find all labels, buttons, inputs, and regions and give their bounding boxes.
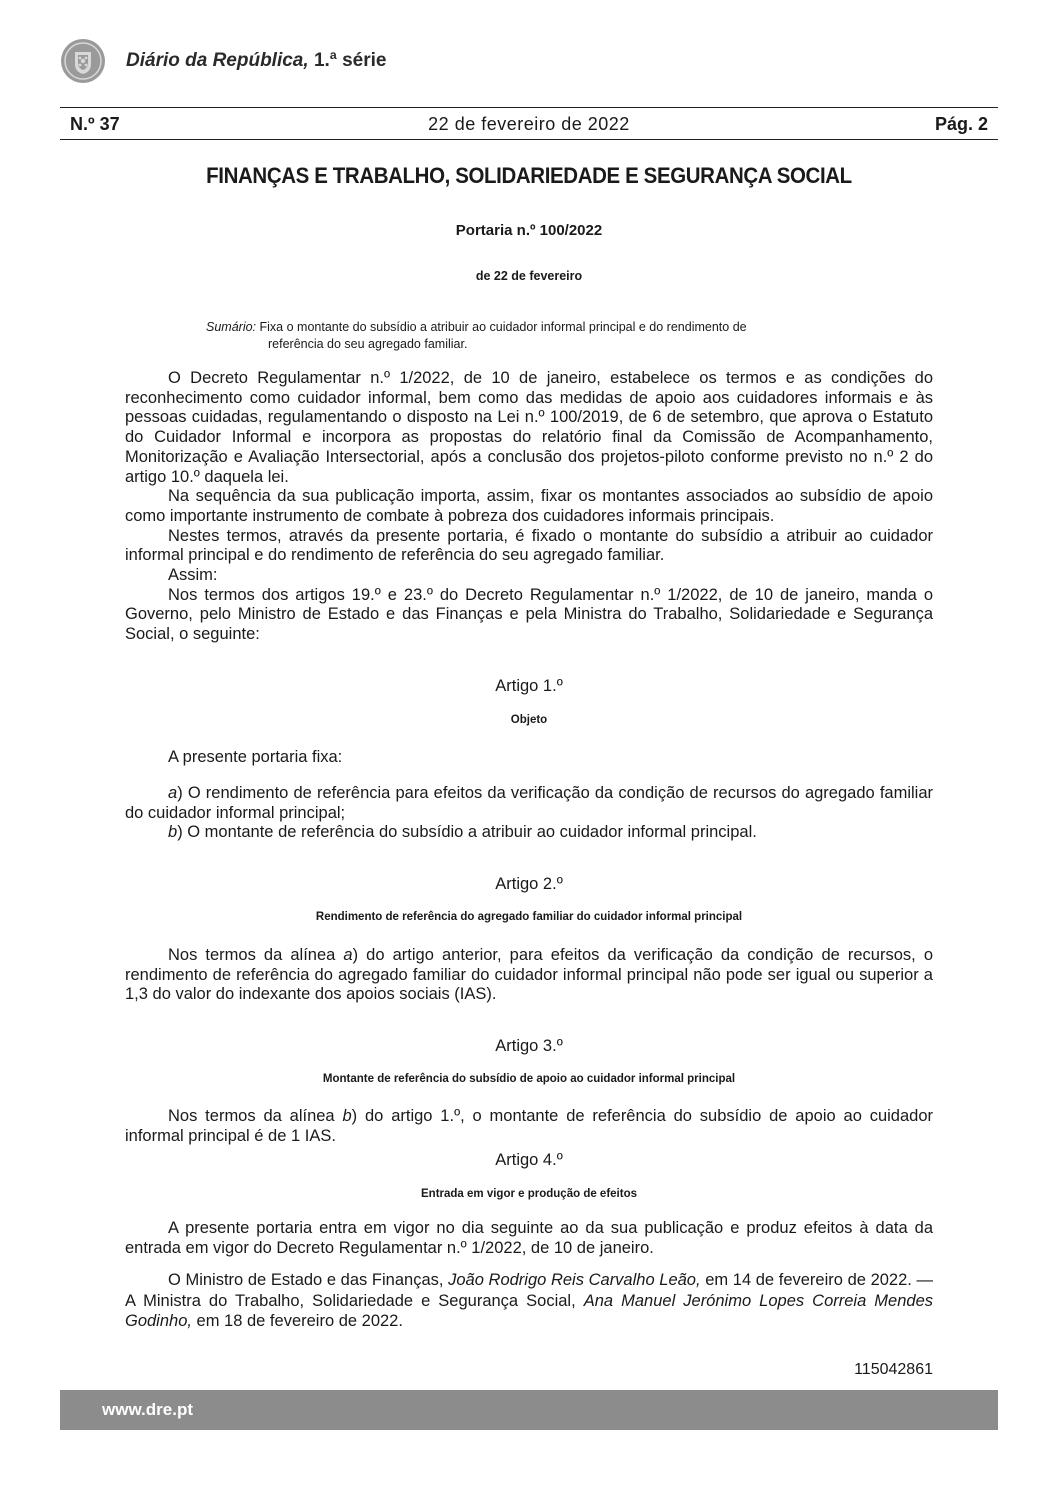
article-1-heading: Artigo 1.º	[495, 677, 563, 695]
preamble-paragraph: Assim:	[168, 566, 218, 585]
article-1-title: Objeto	[510, 714, 548, 726]
issue-date: 22 de fevereiro de 2022	[428, 113, 630, 134]
article-3-text-post: ) do artigo 1.º, o montante de referência do subsídio de apoio ao cuidador informal principal é de 1 IAS.	[125, 1107, 934, 1145]
article-3-body	[125, 1107, 933, 1146]
footer-bar	[60, 1390, 998, 1430]
item-b-text: ) O montante de referência do subsídio a atribuir ao cuidador informal principal.	[177, 823, 757, 842]
document-date: de 22 de fevereiro	[475, 269, 583, 283]
article-3-text-ref: b	[342, 1107, 352, 1125]
preamble-paragraph: Nestes termos, através da presente portaria, é fixado o montante do subsídio a atribuir ao cuidador informal principal e do rendimento de referência do seu agregado familiar.	[125, 526, 933, 565]
article-3-heading: Artigo 3.º	[495, 1037, 563, 1055]
item-a-label: a	[168, 784, 178, 802]
article-4-heading: Artigo 4.º	[495, 1151, 563, 1169]
header-rule-bottom	[60, 139, 998, 140]
article-4-body	[125, 1219, 933, 1258]
document-title: Portaria n.º 100/2022	[455, 222, 603, 239]
article-2-body	[125, 946, 933, 1005]
summary-text-line-1: Fixa o montante do subsídio a atribuir ao cuidador informal principal e do rendimento de	[259, 320, 747, 334]
publication-series: 1.ª série	[313, 50, 387, 71]
article-3-title: Montante de referência do subsídio de apoio ao cuidador informal principal	[322, 1073, 736, 1085]
masthead	[60, 38, 386, 84]
preamble-paragraph: O Decreto Regulamentar n.º 1/2022, de 10 de janeiro, estabelece os termos e as condições do reconhecimento como cuidador informal, bem como das medidas de apoio aos cuidadores informais e às pessoas cuidadas, regulamentando o disposto na Lei n.º 100/2019, de 6 de setembro, que aprova o Estatuto do Cuidador Informal e incorpora as propostas do relatório final da Comissão de Acompanhamento, Monitorização e Avaliação Intersectorial, após a conclusão dos projetos-piloto conforme previsto no n.º 2 do artigo 10.º daquela lei.	[125, 369, 933, 486]
preamble	[125, 369, 933, 645]
preamble-paragraph: Nos termos dos artigos 19.º e 23.º do Decreto Regulamentar n.º 1/2022, de 10 de janeiro, manda o Governo, pelo Ministro de Estado e das Finanças e pela Ministra do Trabalho, Solidariedade e Segurança Social, o seguinte:	[125, 585, 933, 644]
signature-text-1: O Ministro de Estado e das Finanças,	[168, 1271, 449, 1289]
article-1-intro	[125, 748, 933, 768]
signature-paragraph	[125, 1270, 933, 1332]
signatures	[125, 1270, 933, 1332]
page-number: Pág. 2	[934, 113, 988, 134]
article-2-text	[125, 946, 933, 1005]
article-2-heading: Artigo 2.º	[495, 875, 563, 893]
signatory-name-1: João Rodrigo Reis Carvalho Leão,	[448, 1271, 701, 1289]
article-1-item-b	[125, 823, 933, 843]
item-a-text: ) O rendimento de referência para efeitos da verificação da condição de recursos do agregado familiar do cuidador informal principal;	[125, 784, 933, 822]
signature-text-3: em 18 de fevereiro de 2022.	[191, 1312, 403, 1330]
article-2-text-pre: Nos termos da alínea	[168, 946, 344, 964]
signatory-name-2: Ana Manuel Jerónimo Lopes Correia Mendes Godinho,	[125, 1291, 933, 1330]
document-code: 115042861	[854, 1361, 933, 1378]
summary-text-line-2: referência do seu agregado familiar.	[268, 337, 468, 351]
article-2-title: Rendimento de referência do agregado familiar do cuidador informal principal	[315, 911, 743, 923]
article-4-title: Entrada em vigor e produção de efeitos	[421, 1188, 637, 1200]
summary	[206, 319, 866, 353]
publication-name: Diário da República,	[126, 50, 309, 71]
summary-label: Sumário:	[206, 320, 257, 334]
issue-row	[60, 110, 998, 138]
item-b-label: b	[168, 823, 178, 842]
preamble-paragraph: Na sequência da sua publicação importa, assim, fixar os montantes associados ao subsídio de apoio como importante instrumento de combate à pobreza dos cuidadores informais principais.	[125, 487, 933, 525]
footer-url-link[interactable]: www.dre.pt	[102, 1400, 193, 1419]
article-4-text: A presente portaria entra em vigor no dia seguinte ao da sua publicação e produz efeitos à data da entrada em vigor do Decreto Regulamentar n.º 1/2022, de 10 de janeiro.	[125, 1219, 933, 1257]
signature-text-2: em 14 de fevereiro de 2022. — A Ministra do Trabalho, Solidariedade e Segurança Social,	[125, 1271, 934, 1310]
article-1-item-a	[125, 784, 933, 823]
article-1-intro-text: A presente portaria fixa:	[168, 748, 343, 766]
coat-of-arms-seal-icon	[60, 38, 106, 84]
publication-title	[126, 50, 386, 72]
article-2-text-post: ) do artigo anterior, para efeitos da verificação da condição de recursos, o rendimento de referência do agregado familiar do cuidador informal principal não pode ser igual ou superior a 1,3 do valor do indexante dos apoios sociais (IAS).	[125, 946, 933, 1004]
issue-number: N.º 37	[70, 113, 120, 134]
article-2-text-ref: a	[343, 946, 353, 964]
article-1-items	[125, 784, 933, 843]
ministry-heading: FINANÇAS E TRABALHO, SOLIDARIEDADE E SEGURANÇA SOCIAL	[206, 163, 852, 188]
article-3-text-pre: Nos termos da alínea	[168, 1107, 343, 1125]
article-3-text	[125, 1107, 933, 1146]
header-rule-top	[60, 107, 998, 108]
